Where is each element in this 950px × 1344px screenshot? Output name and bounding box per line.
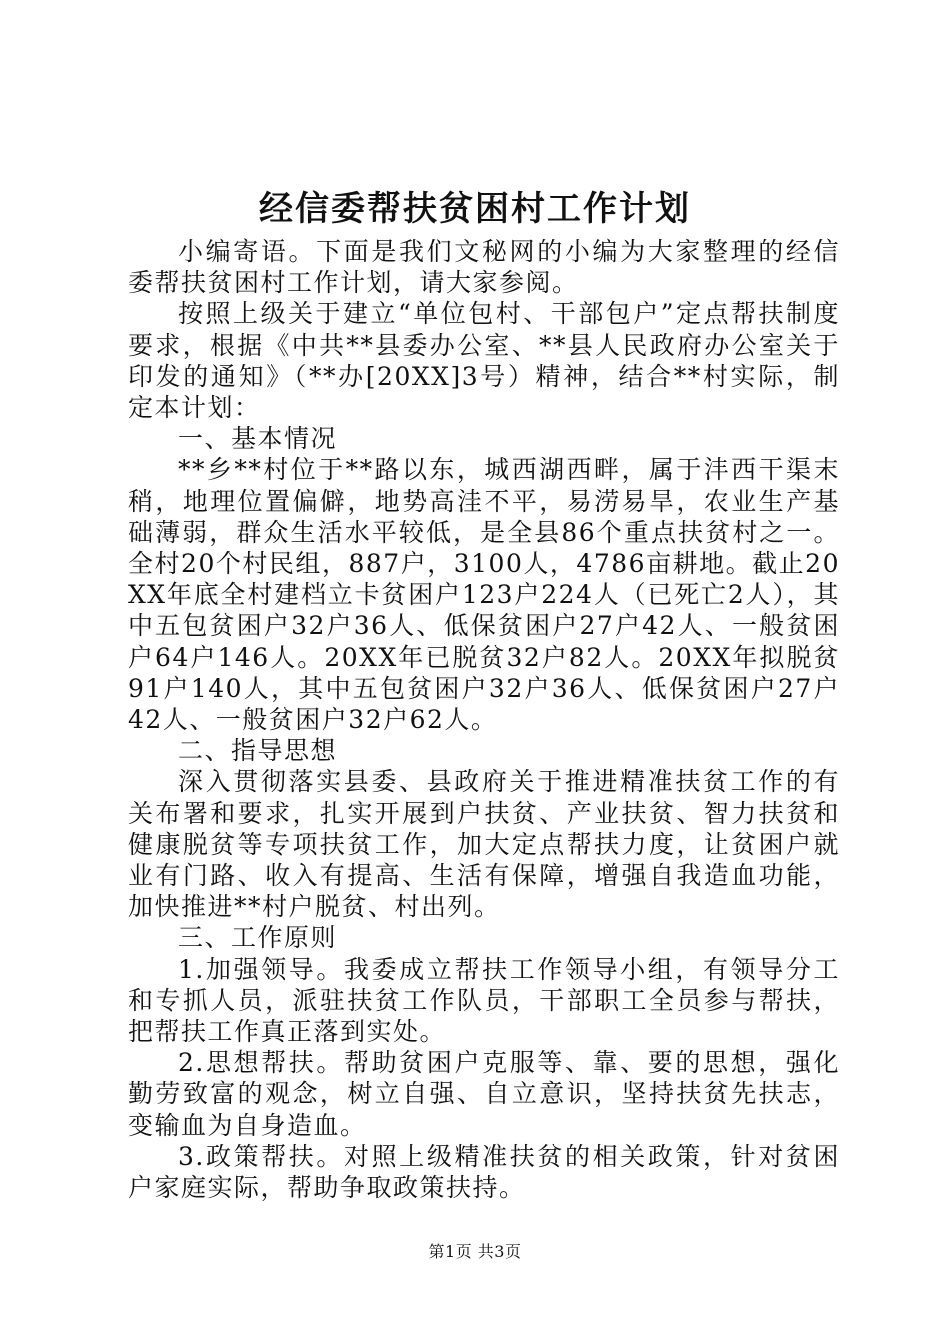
document-title: 经信委帮扶贫困村工作计划 — [259, 189, 691, 229]
principle-item: 3.政策帮扶。对照上级精准扶贫的相关政策，针对贫困户家庭实际，帮助争取政策扶持。 — [128, 1141, 840, 1203]
principle-item: 2.思想帮扶。帮助贫困户克服等、靠、要的思想，强化勤劳致富的观念，树立自强、自立意识，坚持扶贫先扶志，变输血为自身造血。 — [128, 1048, 840, 1140]
guiding-thought-paragraph: 深入贯彻落实县委、县政府关于推进精准扶贫工作的有关布署和要求，扎实开展到户扶贫、产业扶贫、智力扶贫和健康脱贫等专项扶贫工作，加大定点帮扶力度，让贫困户就业有门路、收入有提高、生活有保障，增强自我造血功能，加快推进**村户脱贫、村出列。 — [128, 767, 840, 922]
basis-paragraph: 按照上级关于建立“单位包村、干部包户”定点帮扶制度要求，根据《中共**县委办公室、**县人民政府办公室关于印发的通知》（**办[20XX]3号）精神，结合**村实际，制定本计划： — [128, 299, 840, 423]
basic-situation-paragraph: **乡**村位于**路以东，城西湖西畔，属于沣西干渠末稍，地理位置偏僻，地势高洼不平，易涝易旱，农业生产基础薄弱，群众生活水平较低，是全县86个重点扶贫村之一。全村20个村民组，887户，3100人，4786亩耕地。截止20XX年底全村建档立卡贫困户123户224人（已死亡2人），其中五包贫困户32户36人、低保贫困户27户42人、一般贫困户64户146人。20XX年已脱贫32户82人。20XX年拟脱贫91户140人，其中五包贫困户32户36人、低保贫困户27户42人、一般贫困户32户62人。 — [128, 455, 840, 735]
document-body — [128, 236, 840, 1203]
section-heading-work-principles: 三、工作原则 — [178, 923, 338, 953]
page-footer: 第1页 共3页 — [428, 1242, 522, 1261]
section-heading-guiding-thought: 二、指导思想 — [178, 736, 338, 766]
principle-item: 1.加强领导。我委成立帮扶工作领导小组，有领导分工和专抓人员，派驻扶贫工作队员，干部职工全员参与帮扶，把帮扶工作真正落到实处。 — [128, 954, 840, 1047]
section-heading-basic-situation: 一、基本情况 — [178, 424, 338, 454]
intro-paragraph: 小编寄语。下面是我们文秘网的小编为大家整理的经信委帮扶贫困村工作计划，请大家参阅。 — [128, 237, 840, 298]
